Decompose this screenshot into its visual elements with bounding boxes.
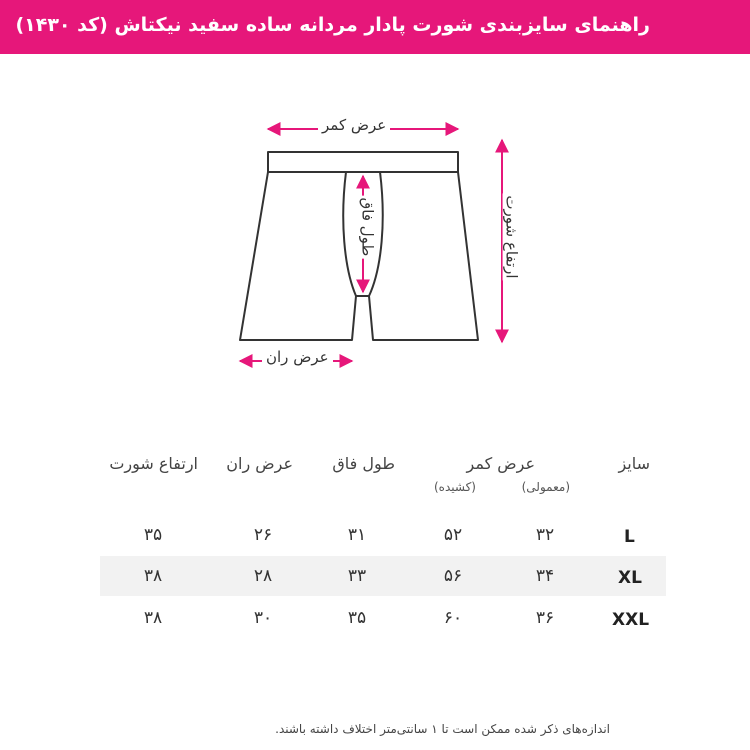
waist-stretched-cell: ۶۰: [443, 608, 463, 628]
thigh-cell: ۲۶: [253, 525, 273, 545]
table-row: [100, 598, 666, 638]
inseam-cell: ۳۱: [347, 525, 367, 545]
waist-normal-cell: ۳۴: [535, 566, 555, 586]
length-label: ارتفاع شورت: [502, 195, 521, 279]
inseam-cell: ۳۵: [347, 608, 367, 628]
size-cell: XL: [618, 568, 642, 588]
length-cell: ۳۸: [143, 608, 163, 628]
header-length: ارتفاع شورت: [109, 454, 198, 473]
waist-normal-cell: ۳۲: [535, 525, 555, 545]
table-row: [100, 515, 666, 555]
waist-stretched-cell: ۵۶: [443, 566, 463, 586]
inseam-label: طول فاق: [358, 197, 377, 257]
table-row: [100, 556, 666, 596]
length-cell: ۳۸: [143, 566, 163, 586]
inseam-cell: ۳۳: [347, 566, 367, 586]
thigh-label: عرض ران: [262, 348, 333, 366]
waist-stretched-cell: ۵۲: [443, 525, 463, 545]
size-cell: L: [624, 527, 635, 547]
footnote: اندازه‌های ذکر شده ممکن است تا ۱ سانتی‌متر اختلاف داشته باشند.: [275, 722, 610, 736]
header-waist: عرض کمر: [466, 454, 535, 473]
header-thigh: عرض ران: [226, 454, 293, 473]
waist-normal-cell: ۳۶: [535, 608, 555, 628]
header-waist-stretched: (کشیده): [434, 480, 476, 494]
length-cell: ۳۵: [143, 525, 163, 545]
thigh-cell: ۳۰: [253, 608, 273, 628]
header-inseam: طول فاق: [332, 454, 395, 473]
size-cell: XXL: [612, 610, 650, 630]
waist-label: عرض کمر: [318, 116, 390, 134]
thigh-cell: ۲۸: [253, 566, 273, 586]
header-waist-normal: (معمولی): [521, 480, 570, 494]
header-size: سایز: [618, 454, 650, 473]
page-title: راهنمای سایزبندی شورت پادار مردانه ساده سفید نیکتاش (کد ۱۴۳۰): [15, 14, 650, 36]
